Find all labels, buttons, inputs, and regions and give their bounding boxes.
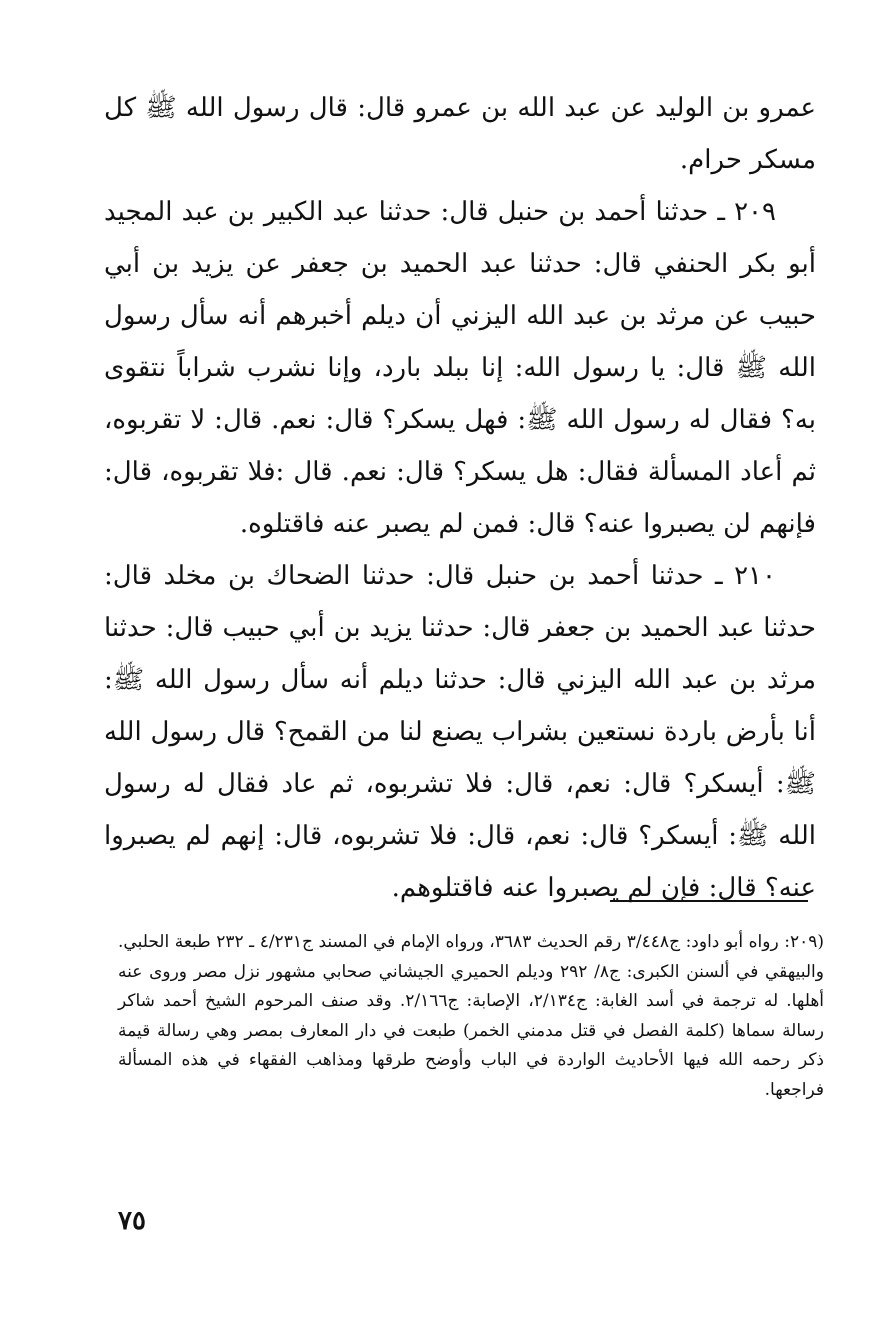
footnote-209: (٢٠٩: رواه أبو داود: ج٣/٤٤٨ رقم الحديث ٣٦٨٣، ورواه الإمام في المسند ج٤/٢٣١ ـ ٢٣٢ طبعة الحلبي. والبيهقي في ألسنن الكبرى: ج٨/ ٢٩٢ وديلم الحميري الجيشاني صحابي مشهور نزل مصر وروى عنه أهلها. له ترجمة في أسد الغابة: ج٢/١٣٤، الإصابة: ج٢/١٦٦. وقد صنف المرحوم الشيخ أحمد شاكر رسالة سماها (كلمة الفصل في قتل مدمني الخمر) طبعت في دار المعارف بمصر وهي رسالة قيمة ذكر رحمه الله فيها الأحاديث الواردة في الباب وأوضح طرقها ومذاهب الفقهاء في هذه المسألة فراجعها. — [118, 932, 825, 1100]
main-text-block — [104, 82, 816, 914]
page-number: ٧٥ — [118, 1206, 146, 1236]
paragraph-hadith-209: ٢٠٩ ـ حدثنا أحمد بن حنبل قال: حدثنا عبد الكبير بن عبد المجيد أبو بكر الحنفي قال: حدثنا عبد الحميد بن جعفر عن يزيد بن أبي حبيب عن مرثد بن عبد الله اليزني أن ديلم أخبرهم أنه سأل رسول الله ﷺ قال: يا رسول الله: إنا ببلد بارد، وإنا نشرب شراباً نتقوى به؟ فقال له رسول الله ﷺ: فهل يسكر؟ قال: نعم. قال: لا تقربوه، ثم أعاد المسألة فقال: هل يسكر؟ قال: نعم. قال :فلا تقربوه، قال: فإنهم لن يصبروا عنه؟ قال: فمن لم يصبر عنه فاقتلوه. — [104, 197, 816, 539]
paragraph-hadith-210: ٢١٠ ـ حدثنا أحمد بن حنبل قال: حدثنا الضحاك بن مخلد قال: حدثنا عبد الحميد بن جعفر قال: حدثنا يزيد بن أبي حبيب قال: حدثنا مرثد بن عبد الله اليزني قال: حدثنا ديلم أنه سأل رسول الله ﷺ: أنا بأرض باردة نستعين بشراب يصنع لنا من القمح؟ قال رسول الله ﷺ: أيسكر؟ قال: نعم، قال: فلا تشربوه، ثم عاد فقال له رسول الله ﷺ: أيسكر؟ قال: نعم، قال: فلا تشربوه، قال: إنهم لم يصبروا عنه؟ قال: فإن لم يصبروا عنه فاقتلوهم. — [104, 561, 816, 903]
footnotes-block — [118, 928, 824, 1105]
footnote-separator — [610, 900, 808, 902]
paragraph-continuation: عمرو بن الوليد عن عبد الله بن عمرو قال: قال رسول الله ﷺ كل مسكر حرام. — [104, 93, 816, 175]
